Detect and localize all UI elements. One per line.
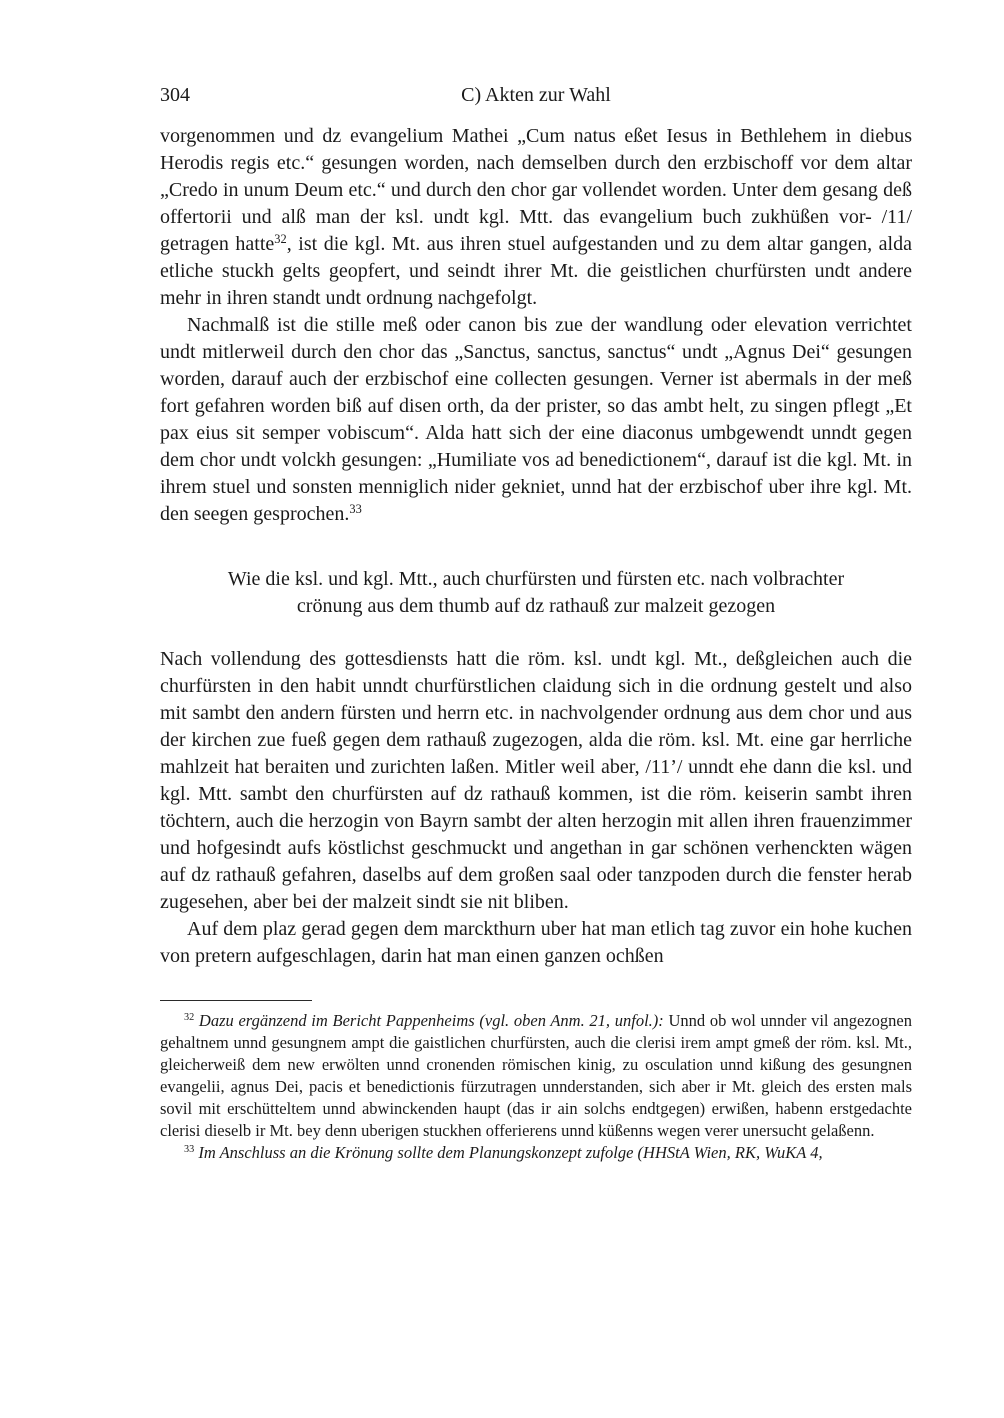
footnote-33: [160, 1142, 912, 1164]
paragraph-3: Nach vollendung des gottesdiensts hatt die röm. ksl. undt kgl. Mt., deßgleichen auch die churfürsten in den habit unndt churfürstlichen claidung sich in die ordnung gestelt und also mit sambt den andern fürsten und herrn etc. in nachvolgender ordnung aus dem chor und aus der kirchen zue fueß gegen dem rathauß zugezogen, alda die röm. ksl. Mt. eine gar herrliche mahlzeit hat beraiten und zurichten laßen. Mitler weil aber, /11’/ unndt ehe dann die ksl. und kgl. Mtt. sambt den churfürsten auf dz rathauß kommen, ist die röm. keiserin sambt ihren töchtern, auch die herzogin von Bayrn sambt der alten herzogin mit allen ihren frauenzimmer und hofgesindt aufs köstlichst geschmuckt und angethan in gar schönen verhenckten wägen auf dz rathauß gefahren, daselbs auf dem großen saal oder tanzpoden durch die fenster herab zugesehen, aber bei der malzeit sindt sie nit bliben.: [160, 648, 912, 913]
section-heading-line2: crönung aus dem thumb auf dz rathauß zur malzeit gezogen: [296, 595, 776, 617]
paragraph-4: Auf dem plaz gerad gegen dem marckthurn uber hat man etlich tag zuvor ein hohe kuchen von pretern aufgeschlagen, darin hat man einen ganzen ochßen: [160, 918, 912, 967]
paragraph-1-text-cont: , ist die kgl. Mt. aus ihren stuel aufgestanden und zu dem altar gangen, alda etliche stuckh gelts geopfert, und seindt ihrer Mt. die geistlichen churfürsten undt andere mehr in ihren standt undt ordnung nachgefolgt.: [160, 233, 912, 309]
page-number: 304: [160, 84, 190, 106]
section-heading: [160, 566, 912, 620]
page-body: [160, 123, 912, 970]
footnote-32-source: Dazu ergänzend im Bericht Pappenheims (vgl. oben Anm. 21, unfol.):: [194, 1011, 669, 1030]
footnote-separator-rule: [160, 1000, 312, 1001]
footnote-32-text: Unnd ob wol unnder vil angezognen gehaltnem unnd gesungnem ampt die gaistlichen churfürsten, auch die clerisi irem ampt gmeß der röm. ksl. Mt., gleicherweiß dem new erwölten unnd cronenden römischen kinig, zu osculation unnd kißung des gesungnen evangelii, agnus Dei, pacis et benedictionis fürzutragen unnderstanden, sich aber ir Mt. gleich des ersten mals sovil mit erschütteltem unnd abwinckenden haupt (das ir ain solchs endtgegen) erwißen, habenn erstgedachte clerisi dieselb ir Mt. bey denn uberigen stuckhen offerierens unnd küßenns wegen verer unersucht gelaßenn.: [160, 1011, 912, 1140]
section-heading-line1: Wie die ksl. und kgl. Mtt., auch churfürsten und fürsten etc. nach volbrachter: [227, 568, 845, 590]
paragraph-1: [160, 123, 912, 312]
footnote-32: [160, 1010, 912, 1142]
footnote-ref-32: 32: [274, 232, 287, 247]
footnote-ref-33: 33: [349, 502, 362, 517]
paragraph-2-text: Nachmalß ist die stille meß oder canon bis zue der wandlung oder elevation verrichtet undt mitlerweil durch den chor das „Sanctus, sanctus, sanctus“ undt „Agnus Dei“ gesungen worden, darauf auch der erzbischof eine collecten gesungen. Verner ist abermals in der meß fort gefahren worden biß auf disen orth, da der prister, so das ambt helt, zu singen pflegt „Et pax eius sit semper vobiscum“. Alda hatt sich der eine diaconus umbgewendt unndt gegen dem chor undt volckh gesungen: „Humiliate vos ad benedictionem“, darauf ist die kgl. Mt. in ihrem stuel und sonsten menniglich nider gekniet, unnd hat der erzbischof uber ihre kgl. Mt. den seegen gesprochen.: [160, 314, 912, 525]
footnote-33-number: 33: [184, 1144, 195, 1156]
footnote-32-number: 32: [184, 1012, 195, 1024]
running-header-title: C) Akten zur Wahl: [461, 84, 611, 106]
footnote-33-source: Im Anschluss an die Krönung sollte dem Planungskonzept zufolge (HHStA Wien, RK, WuKA 4,: [194, 1143, 823, 1162]
paragraph-1-text: vorgenommen und dz evangelium Mathei „Cum natus eßet Iesus in Bethlehem in diebus Herodis regis etc.“ gesungen worden, nach demselben durch den erzbischoff vor dem altar „Credo in unum Deum etc.“ und durch den chor gar vollendet worden. Unter dem gesang deß offertorii und alß man der ksl. undt kgl. Mtt. das evangelium buch zukhüßen vor- /11/ getragen hatte: [160, 125, 912, 255]
footnotes-section: [160, 1000, 912, 1164]
paragraph-2: [160, 312, 912, 528]
page-header: [160, 82, 912, 109]
